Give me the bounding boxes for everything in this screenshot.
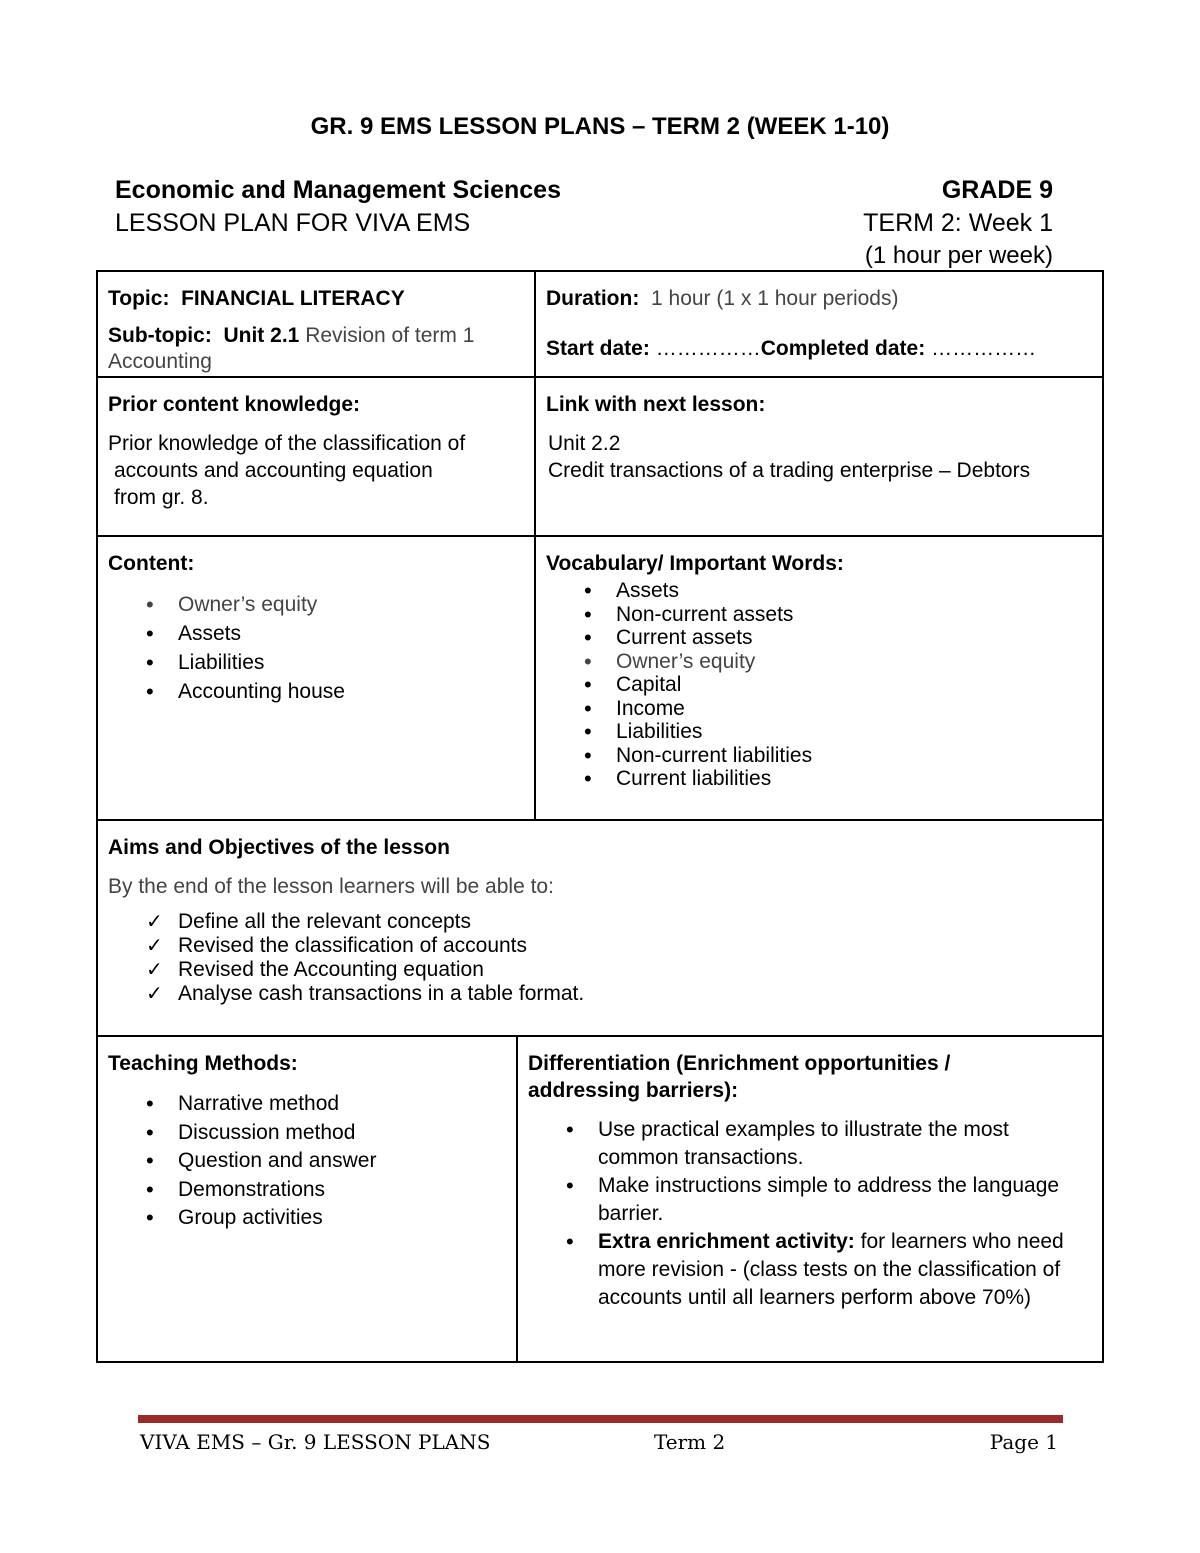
completed-date-value: …………… [931,337,1037,360]
list-item: • Group activities [108,1204,508,1233]
row-divider [96,1035,1104,1037]
check-icon: ✓ [146,957,163,981]
hours-per-week: (1 hour per week) [864,242,1053,269]
list-item: • Non-current liabilities [546,744,1096,768]
prior-knowledge-label: Prior content knowledge: [108,393,361,416]
teaching-methods-label: Teaching Methods: [108,1052,298,1075]
row-divider [96,535,1104,537]
footer-left: VIVA EMS – Gr. 9 LESSON PLANS [140,1430,491,1454]
prior-knowledge-line: from gr. 8. [114,486,209,509]
vocabulary-label: Vocabulary/ Important Words: [546,552,844,575]
duration-label: Duration: [546,287,640,310]
list-item: • Assets [546,579,1096,603]
list-item: • Liabilities [108,648,528,677]
teaching-methods-cell [108,1050,508,1233]
topic-label: Topic: [108,287,170,310]
content-label: Content: [108,552,195,575]
link-text: Credit transactions of a trading enterprise – Debtors [548,459,1031,482]
list-item: • Use practical examples to illustrate the most common transactions. [528,1116,1088,1172]
aims-cell [108,834,1088,1006]
subtopic-label: Sub-topic: [108,324,212,347]
check-icon: ✓ [146,909,163,933]
subtopic-value: Revision of term 1 Accounting [108,324,475,373]
footer-rule [138,1415,1063,1423]
list-item: • Question and answer [108,1147,508,1176]
topic-cell [108,285,528,375]
term-week: TERM 2: Week 1 [863,209,1053,237]
aims-label: Aims and Objectives of the lesson [108,836,450,859]
list-item: • Extra enrichment activity: for learners who need more revision - (class tests on the classification of accounts until all learners perform above 70%) [528,1228,1088,1312]
list-item: • Current liabilities [546,767,1096,791]
list-item: • Capital [546,673,1096,697]
list-item: • Narrative method [108,1090,508,1119]
vocabulary-cell [546,550,1096,791]
differentiation-cell [528,1050,1088,1312]
list-item: • Assets [108,619,528,648]
prior-knowledge-cell [108,391,528,511]
list-item: ✓ Revised the Accounting equation [146,957,484,981]
list-item: ✓ Analyse cash transactions in a table format. [146,981,585,1005]
list-item: • Accounting house [108,677,528,706]
list-item: ✓ Revised the classification of accounts [146,933,528,957]
check-icon: ✓ [146,981,163,1005]
list-item: • Liabilities [546,720,1096,744]
aims-intro: By the end of the lesson learners will be able to: [108,875,554,898]
content-cell [108,550,528,706]
link-next-lesson-label: Link with next lesson: [546,393,766,416]
link-unit: Unit 2.2 [548,432,621,455]
list-item: • Income [546,697,1096,721]
list-item: • Discussion method [108,1119,508,1148]
check-icon: ✓ [146,933,163,957]
completed-date-label: Completed date: [760,337,926,360]
topic-value: FINANCIAL LITERACY [181,287,405,310]
prior-knowledge-line: Prior knowledge of the classification of [108,432,466,455]
link-next-lesson-cell [546,391,1096,484]
list-item: • Current assets [546,626,1096,650]
duration-value: 1 hour (1 x 1 hour periods) [651,287,899,310]
subtopic-unit: Unit 2.1 [223,324,300,347]
lesson-plan-for: LESSON PLAN FOR VIVA EMS [115,209,471,237]
differentiation-label: addressing barriers): [528,1079,739,1102]
duration-cell [546,285,1096,362]
differentiation-label: Differentiation (Enrichment opportunities / [528,1052,951,1075]
list-item: • Owner’s equity [108,590,528,619]
prior-knowledge-line: accounts and accounting equation [114,459,433,482]
start-date-label: Start date: [546,337,650,360]
footer-center: Term 2 [654,1430,726,1454]
list-item: • Make instructions simple to address the language barrier. [528,1172,1088,1228]
subject-name: Economic and Management Sciences [115,176,561,204]
start-date-value: …………… [655,337,761,360]
list-item: • Non-current assets [546,603,1096,627]
grade-label: GRADE 9 [941,176,1053,204]
list-item: • Owner’s equity [546,650,1096,674]
footer-page-number: Page 1 [989,1430,1058,1454]
list-item: ✓ Define all the relevant concepts [146,909,472,933]
page-title: GR. 9 EMS LESSON PLANS – TERM 2 (WEEK 1-10) [310,113,890,140]
column-divider [516,1035,518,1363]
row-divider [96,819,1104,821]
column-divider [534,270,536,821]
list-item: • Demonstrations [108,1176,508,1205]
row-divider [96,376,1104,378]
